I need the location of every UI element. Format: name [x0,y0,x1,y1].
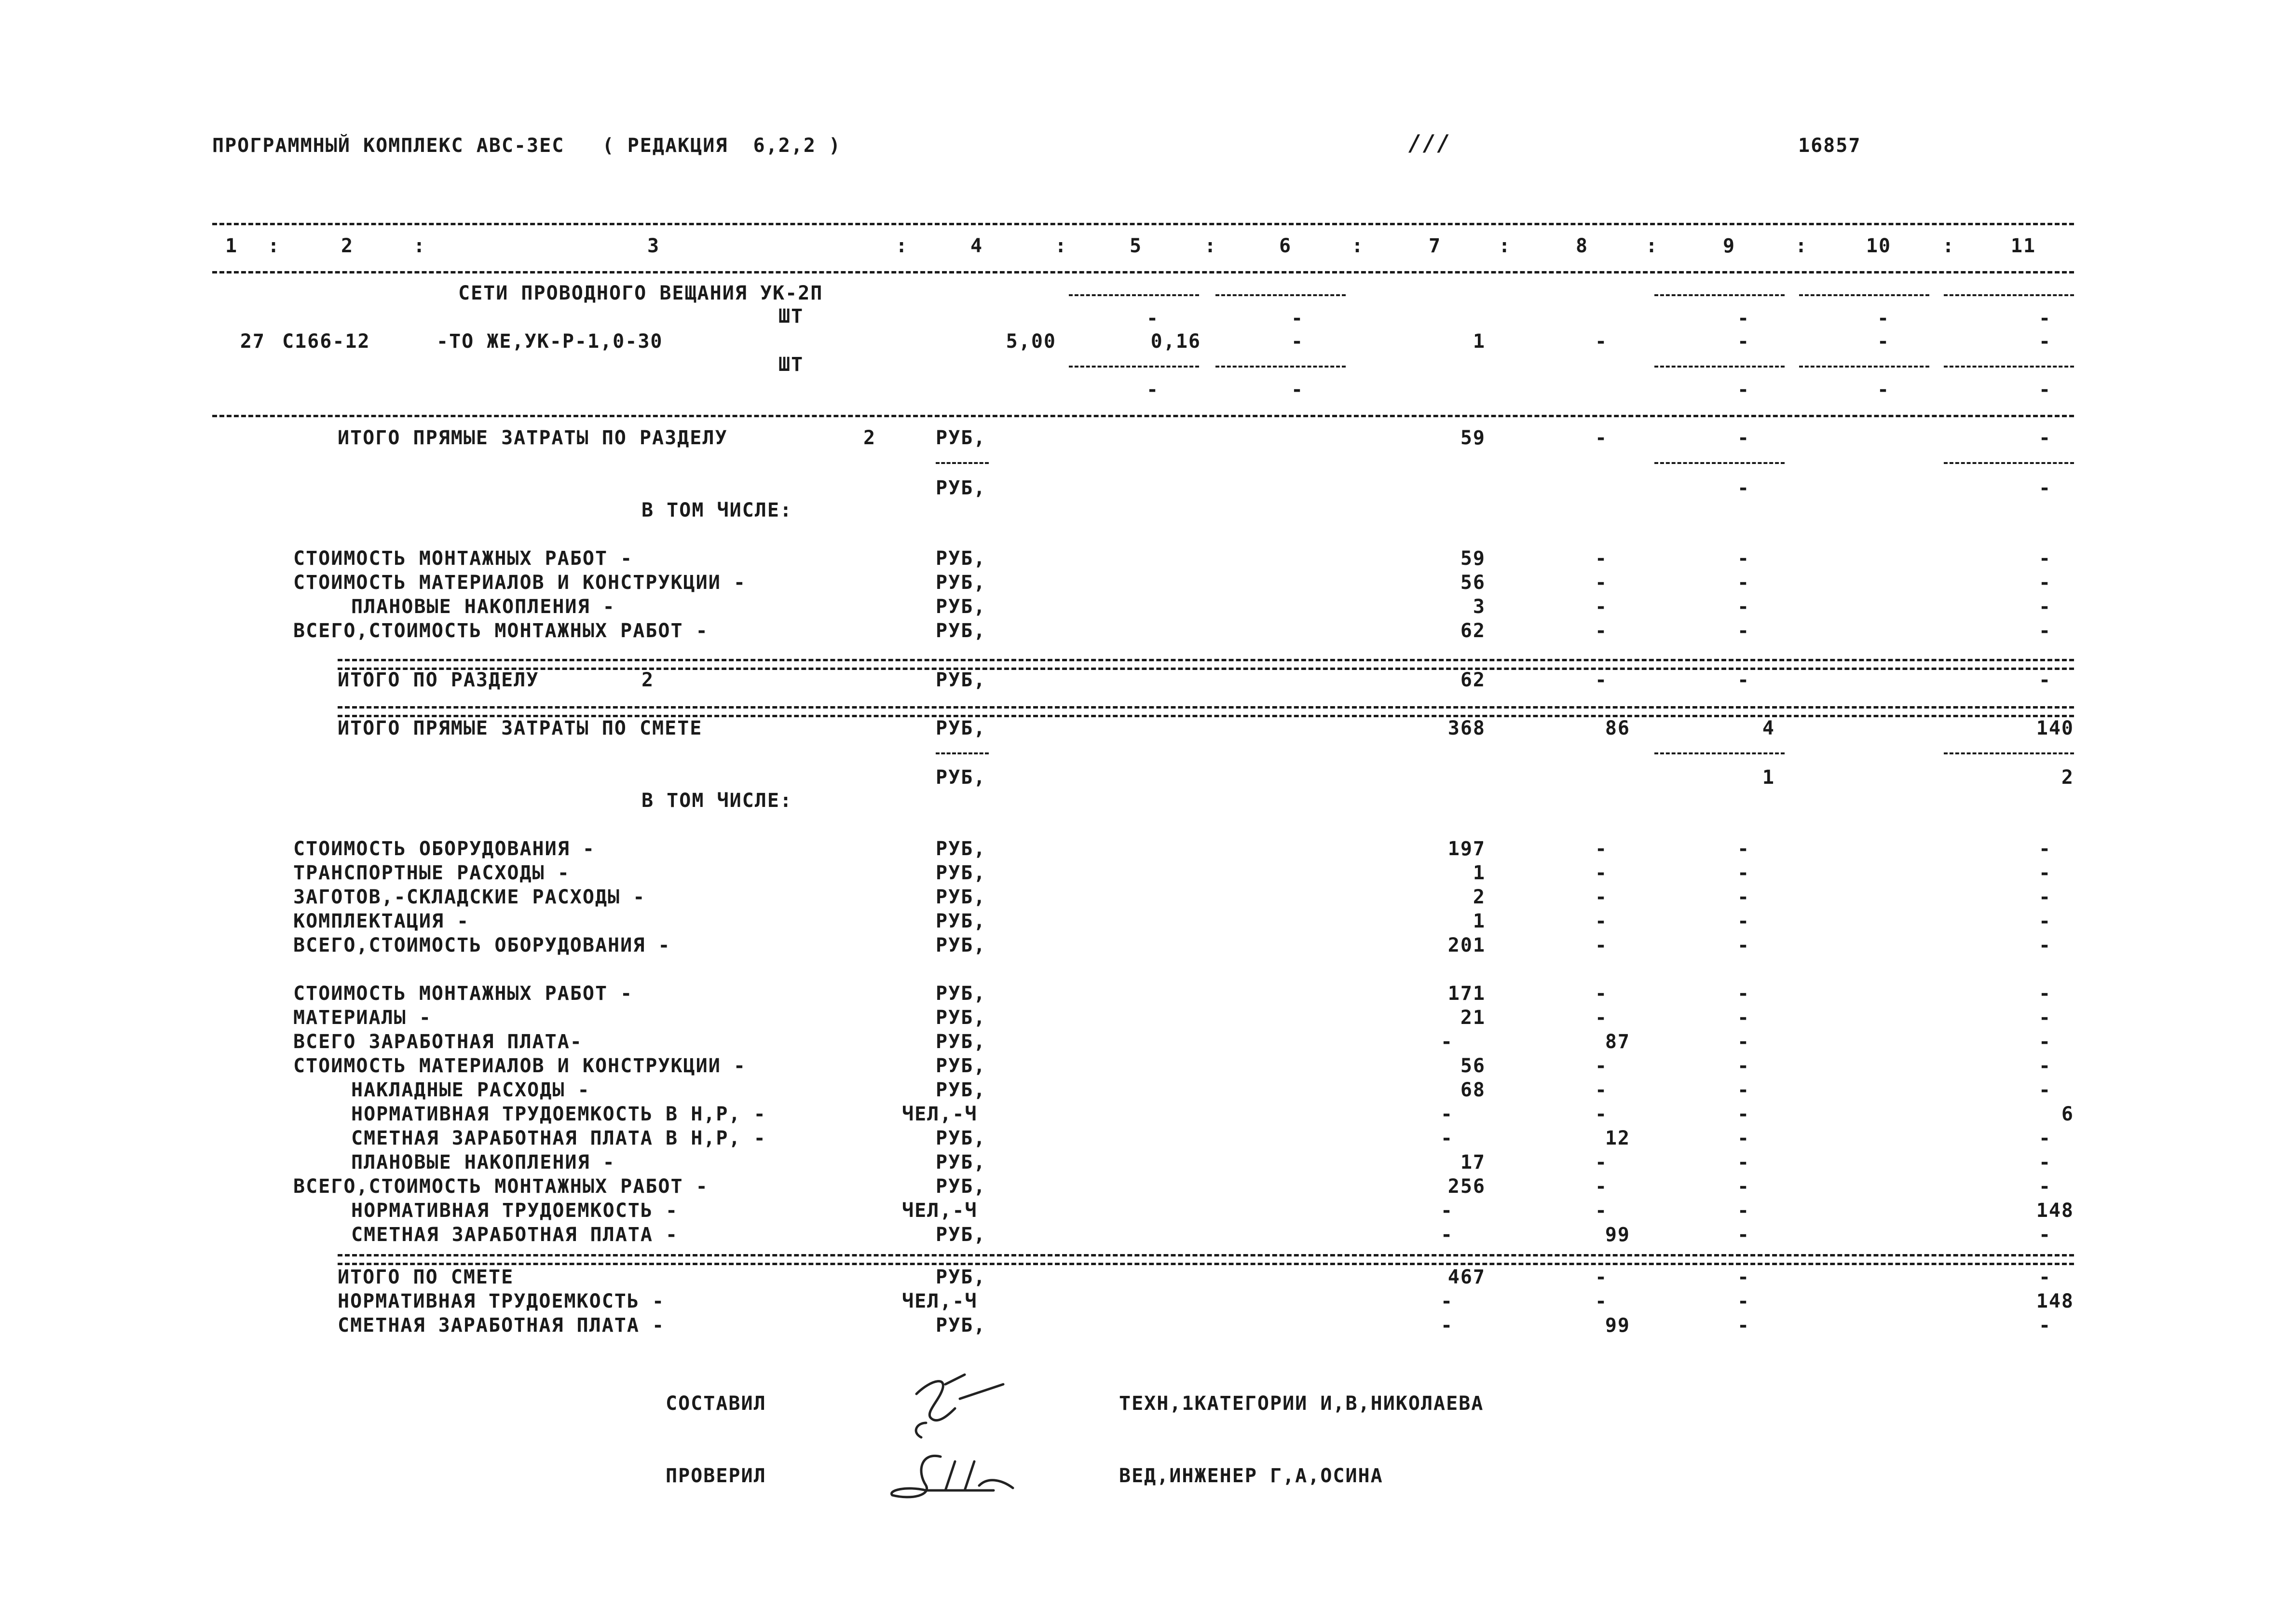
estimate-total-label: ИТОГО ПРЯМЫЕ ЗАТРАТЫ ПО СМЕТЕ [338,717,703,739]
checked-label: ПРОВЕРИЛ [666,1465,766,1487]
dash-mark: - [1595,934,1608,956]
section-sum-unit: РУБ, [936,669,986,691]
works-unit: РУБ, [936,1175,986,1198]
dash-mark: - [1737,862,1750,884]
equipment-label: ЗАГОТОВ,-СКЛАДСКИЕ РАСХОДЫ - [293,886,646,908]
equipment-label: СТОИМОСТЬ ОБОРУДОВАНИЯ - [293,838,595,860]
dash-mark: - [1146,379,1160,401]
equipment-unit: РУБ, [936,862,986,884]
estimate-in-total-label: В ТОМ ЧИСЛЕ: [641,790,792,812]
works-col8: 87 [1605,1031,1630,1053]
dash-mark: - [1737,934,1750,956]
works-label: НОРМАТИВНАЯ ТРУДОЕМКОСТЬ - [351,1200,679,1222]
works-col7: 21 [1460,1007,1486,1029]
dash-mark: - [2038,1055,2052,1077]
dash-mark: - [2038,838,2052,860]
works-label: СМЕТНАЯ ЗАРАБОТНАЯ ПЛАТА - [351,1224,679,1246]
dash-mark: - [2038,379,2052,401]
breakdown-unit: РУБ, [936,547,986,570]
rule [338,659,2074,661]
works-label: ВСЕГО,СТОИМОСТЬ МОНТАЖНЫХ РАБОТ - [293,1175,709,1198]
dash-mark: - [1291,330,1304,353]
dash-mark: - [1737,379,1750,401]
rule [1799,294,1929,296]
dash-mark: - [2038,307,2052,329]
section-total-col7: 59 [1460,427,1486,449]
rule [1654,366,1785,368]
equipment-col7: 1 [1473,862,1486,884]
dash-mark: - [1595,910,1608,932]
dash-mark: - [2038,330,2052,353]
dash-mark: - [1737,910,1750,932]
dash-mark: - [1595,427,1608,449]
final-label: ИТОГО ПО СМЕТЕ [338,1266,514,1288]
equipment-unit: РУБ, [936,934,986,956]
dash-mark: - [1595,886,1608,908]
breakdown-label: ПЛАНОВЫЕ НАКОПЛЕНИЯ - [351,596,615,618]
dash-mark: - [1440,1224,1454,1246]
dash-mark: - [1595,330,1608,353]
rule [1654,752,1785,754]
equipment-unit: РУБ, [936,886,986,908]
dash-mark: - [2038,477,2052,499]
breakdown-label: СТОИМОСТЬ МАТЕРИАЛОВ И КОНСТРУКЦИИ - [293,572,746,594]
rule [936,462,989,464]
final-col7: 467 [1447,1266,1486,1288]
works-unit: РУБ, [936,1127,986,1149]
column-number: 8 [1575,235,1589,257]
works-unit: РУБ, [936,1055,986,1077]
works-label: ПЛАНОВЫЕ НАКОПЛЕНИЯ - [351,1151,615,1174]
breakdown-unit: РУБ, [936,572,986,594]
breakdown-col7: 3 [1473,596,1486,618]
works-label: МАТЕРИАЛЫ - [293,1007,432,1029]
equipment-col7: 201 [1447,934,1486,956]
dash-mark: - [1737,1055,1750,1077]
works-col7: 17 [1460,1151,1486,1174]
dash-mark: - [1737,330,1750,353]
dash-mark: - [1595,1055,1608,1077]
dash-mark: - [1595,1151,1608,1174]
dash-mark: - [2038,572,2052,594]
section-total-unit-2: РУБ, [936,477,986,499]
equipment-unit: РУБ, [936,910,986,932]
column-number: 5 [1129,235,1143,257]
column-number: 2 [341,235,354,257]
column-separator: : [1054,235,1068,257]
section-title: СЕТИ ПРОВОДНОГО ВЕЩАНИЯ УК-2П [458,282,823,304]
dash-mark: - [1737,983,1750,1005]
program-title: ПРОГРАММНЫЙ КОМПЛЕКС АВС-ЗЕС ( РЕДАКЦИЯ 6,2,2 ) [212,135,842,157]
dash-mark: - [1737,427,1750,449]
dash-mark: - [1737,1224,1750,1246]
dash-mark: - [1595,1007,1608,1029]
dash-mark: - [1595,572,1608,594]
dash-mark: - [1737,1314,1750,1337]
dash-mark: - [2038,547,2052,570]
dash-mark: - [1877,307,1890,329]
dash-mark: - [1440,1314,1454,1337]
rule [1069,294,1199,296]
dash-mark: - [1737,596,1750,618]
dash-mark: - [1737,1007,1750,1029]
estimate-total-col7: 368 [1447,717,1486,739]
item-code: С166-12 [282,330,370,353]
rule [338,706,2074,709]
dash-mark: - [1877,330,1890,353]
item-unit-bottom: ШТ [778,354,804,376]
dash-mark: - [2038,1151,2052,1174]
column-number: 6 [1279,235,1292,257]
dash-mark: - [1877,379,1890,401]
dash-mark: - [2038,910,2052,932]
dash-mark: - [2038,1007,2052,1029]
dash-mark: - [1595,1103,1608,1125]
works-col8: 99 [1605,1224,1630,1246]
section-sum-col7: 62 [1460,669,1486,691]
column-separator: : [895,235,909,257]
breakdown-unit: РУБ, [936,620,986,642]
dash-mark: - [2038,1175,2052,1198]
section-in-total-label: В ТОМ ЧИСЛЕ: [641,499,792,521]
dash-mark: - [2038,1314,2052,1337]
column-number: 4 [970,235,983,257]
works-unit: РУБ, [936,1031,986,1053]
dash-mark: - [1595,838,1608,860]
breakdown-col7: 62 [1460,620,1486,642]
dash-mark: - [1291,379,1304,401]
estimate-total-unit-2: РУБ, [936,766,986,789]
dash-mark: - [2038,596,2052,618]
works-col7: 256 [1447,1175,1486,1198]
column-separator: : [267,235,281,257]
breakdown-label: ВСЕГО,СТОИМОСТЬ МОНТАЖНЫХ РАБОТ - [293,620,709,642]
dash-mark: - [1737,477,1750,499]
dash-mark: - [1737,669,1750,691]
final-unit: РУБ, [936,1314,986,1337]
equipment-label: КОМПЛЕКТАЦИЯ - [293,910,470,932]
dash-mark: - [1737,1031,1750,1053]
works-unit: РУБ, [936,983,986,1005]
dash-mark: - [1737,572,1750,594]
equipment-col7: 1 [1473,910,1486,932]
dash-mark: - [2038,862,2052,884]
final-label: НОРМАТИВНАЯ ТРУДОЕМКОСТЬ - [338,1290,665,1312]
rule [338,1263,2074,1265]
column-number: 1 [225,235,238,257]
final-unit: ЧЕЛ,-Ч [902,1290,978,1312]
dash-mark: - [1595,983,1608,1005]
equipment-label: ТРАНСПОРТНЫЕ РАСХОДЫ - [293,862,570,884]
works-col7: 171 [1447,983,1486,1005]
checked-by: ВЕД,ИНЖЕНЕР Г,А,ОСИНА [1119,1465,1383,1487]
rule [1654,294,1785,296]
column-number: 7 [1428,235,1442,257]
dash-mark: - [2038,669,2052,691]
estimate-total-col11: 140 [2036,717,2074,739]
dash-mark: - [1595,1266,1608,1288]
dash-mark: - [1440,1031,1454,1053]
dash-mark: - [1737,1290,1750,1312]
dash-mark: - [2038,1079,2052,1101]
works-col7: 56 [1460,1055,1486,1077]
section-sum-number: 2 [641,669,655,691]
dash-mark: - [1737,307,1750,329]
final-col8: 99 [1605,1314,1630,1337]
dash-mark: - [1737,1127,1750,1149]
dash-mark: - [1737,886,1750,908]
column-separator: : [413,235,426,257]
estimate-total-col9-b: 1 [1762,766,1775,789]
dash-mark: - [1440,1200,1454,1222]
page-mark: /// [1408,130,1452,156]
dash-mark: - [1737,1266,1750,1288]
rule [1944,752,2074,754]
dash-mark: - [1291,307,1304,329]
checker-signature [883,1442,1027,1510]
works-label: НАКЛАДНЫЕ РАСХОДЫ - [351,1079,590,1101]
dash-mark: - [1595,862,1608,884]
estimate-total-col8: 86 [1605,717,1630,739]
estimate-total-col9: 4 [1762,717,1775,739]
rule [1215,366,1346,368]
dash-mark: - [1737,838,1750,860]
item-unit-top: ШТ [778,305,804,328]
final-label: СМЕТНАЯ ЗАРАБОТНАЯ ПЛАТА - [338,1314,665,1337]
equipment-unit: РУБ, [936,838,986,860]
rule [936,752,989,754]
dash-mark: - [1595,669,1608,691]
breakdown-unit: РУБ, [936,596,986,618]
dash-mark: - [1595,547,1608,570]
item-col5: 0,16 [1150,330,1201,353]
works-col8: 12 [1605,1127,1630,1149]
item-bottom-rule [212,415,2074,417]
rule [1069,366,1199,368]
rule [1944,462,2074,464]
dash-mark: - [1146,307,1160,329]
dash-mark: - [1737,1175,1750,1198]
header-bottom-rule [212,271,2074,273]
column-separator: : [1498,235,1512,257]
item-name: -ТО ЖЕ,УК-Р-1,0-30 [437,330,663,353]
column-separator: : [1204,235,1217,257]
rule [338,1254,2074,1256]
dash-mark: - [1737,547,1750,570]
works-unit: ЧЕЛ,-Ч [902,1103,978,1125]
compiled-by: ТЕХН,1КАТЕГОРИИ И,В,НИКОЛАЕВА [1119,1392,1484,1415]
section-total-label: ИТОГО ПРЯМЫЕ ЗАТРАТЫ ПО РАЗДЕЛУ [338,427,728,449]
column-number: 11 [2010,235,2036,257]
dash-mark: - [1440,1127,1454,1149]
dash-mark: - [1440,1290,1454,1312]
dash-mark: - [2038,620,2052,642]
column-separator: : [1645,235,1659,257]
equipment-col7: 197 [1447,838,1486,860]
dash-mark: - [1595,1079,1608,1101]
dash-mark: - [1595,596,1608,618]
dash-mark: - [2038,1224,2052,1246]
equipment-col7: 2 [1473,886,1486,908]
dash-mark: - [1737,1103,1750,1125]
rule [1944,294,2074,296]
section-total-unit: РУБ, [936,427,986,449]
section-total-number: 2 [863,427,876,449]
breakdown-label: СТОИМОСТЬ МОНТАЖНЫХ РАБОТ - [293,547,633,570]
dash-mark: - [1595,1175,1608,1198]
works-unit: РУБ, [936,1079,986,1101]
dash-mark: - [1737,1151,1750,1174]
final-unit: РУБ, [936,1266,986,1288]
works-unit: РУБ, [936,1151,986,1174]
estimate-total-col11-b: 2 [2061,766,2074,789]
header-top-rule [212,223,2074,225]
rule [1215,294,1346,296]
item-quantity: 5,00 [1006,330,1056,353]
dash-mark: - [1737,620,1750,642]
equipment-label: ВСЕГО,СТОИМОСТЬ ОБОРУДОВАНИЯ - [293,934,671,956]
rule [338,668,2074,670]
dash-mark: - [2038,886,2052,908]
estimate-total-unit: РУБ, [936,717,986,739]
works-col11: 148 [2036,1200,2074,1222]
dash-mark: - [2038,934,2052,956]
item-number: 27 [240,330,265,353]
dash-mark: - [1595,1290,1608,1312]
breakdown-col7: 59 [1460,547,1486,570]
works-label: ВСЕГО ЗАРАБОТНАЯ ПЛАТА- [293,1031,583,1053]
section-sum-label: ИТОГО ПО РАЗДЕЛУ [338,669,539,691]
dash-mark: - [1595,620,1608,642]
column-number: 10 [1866,235,1892,257]
dash-mark: - [2038,1127,2052,1149]
dash-mark: - [2038,427,2052,449]
dash-mark: - [1737,1079,1750,1101]
works-unit: РУБ, [936,1007,986,1029]
column-number: 9 [1722,235,1736,257]
works-unit: РУБ, [936,1224,986,1246]
document-number: 16857 [1798,135,1861,157]
column-separator: : [1942,235,1955,257]
rule [1799,366,1929,368]
dash-mark: - [2038,1266,2052,1288]
dash-mark: - [1595,1200,1608,1222]
dash-mark: - [2038,1031,2052,1053]
dash-mark: - [2038,983,2052,1005]
works-label: НОРМАТИВНАЯ ТРУДОЕМКОСТЬ В Н,Р, - [351,1103,766,1125]
column-separator: : [1795,235,1808,257]
works-col11: 6 [2061,1103,2074,1125]
works-label: СМЕТНАЯ ЗАРАБОТНАЯ ПЛАТА В Н,Р, - [351,1127,766,1149]
column-number: 3 [647,235,660,257]
rule [1944,366,2074,368]
dash-mark: - [1737,1200,1750,1222]
compiler-signature [897,1365,1023,1447]
compiled-label: СОСТАВИЛ [666,1392,766,1415]
item-col7: 1 [1473,330,1486,353]
works-unit: ЧЕЛ,-Ч [902,1200,978,1222]
works-label: СТОИМОСТЬ МОНТАЖНЫХ РАБОТ - [293,983,633,1005]
works-label: СТОИМОСТЬ МАТЕРИАЛОВ И КОНСТРУКЦИИ - [293,1055,746,1077]
works-col7: 68 [1460,1079,1486,1101]
final-col11: 148 [2036,1290,2074,1312]
column-separator: : [1351,235,1365,257]
dash-mark: - [1440,1103,1454,1125]
rule [1654,462,1785,464]
breakdown-col7: 56 [1460,572,1486,594]
